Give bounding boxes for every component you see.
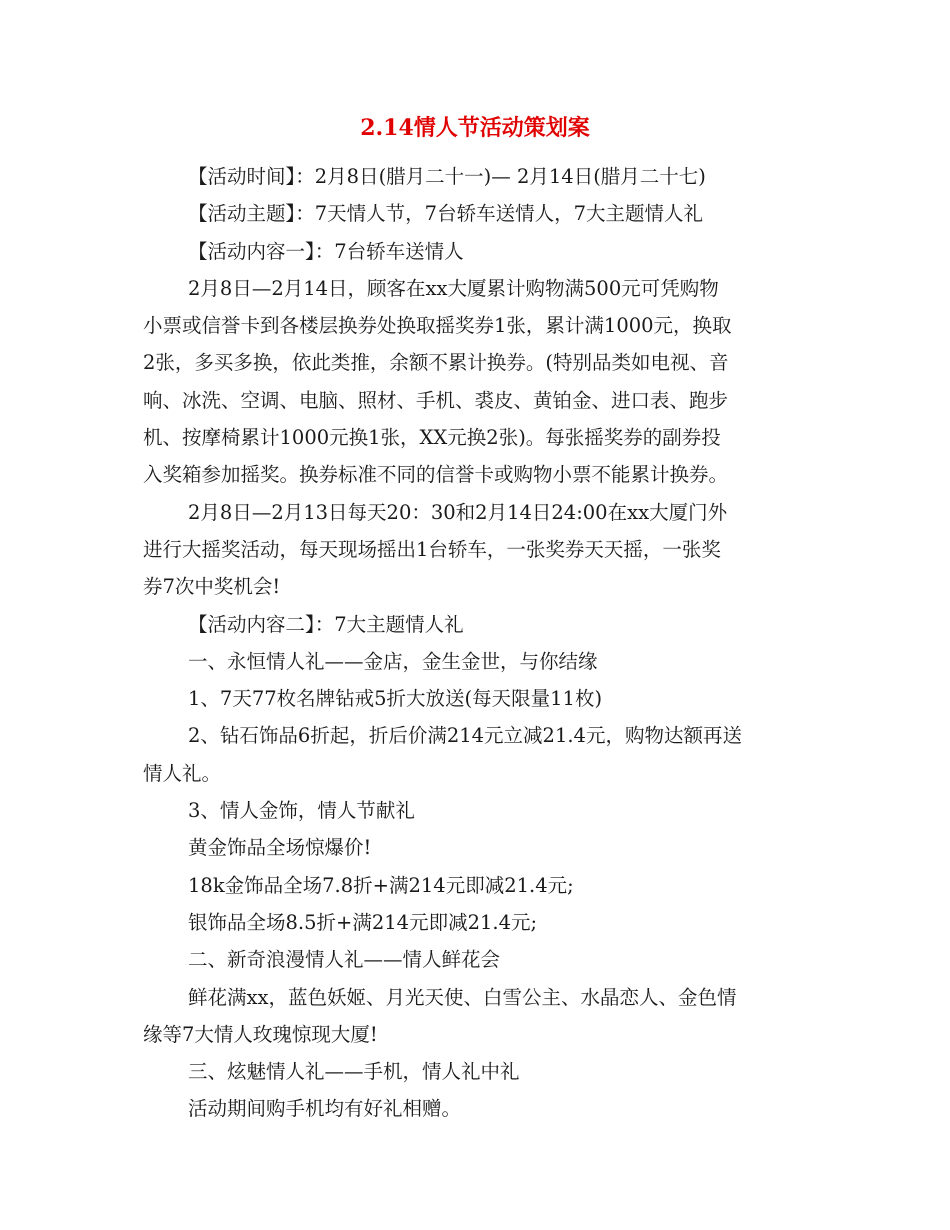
text-line: 【活动内容一】：7台轿车送情人 (188, 239, 464, 263)
text-line: 2张，多买多换，依此类推，余额不累计换券。(特别品类如电视、音 (143, 351, 729, 375)
text-line: 券7次中奖机会! (143, 575, 281, 599)
text-line: 18k金饰品全场7.8折+满214元即减21.4元; (188, 873, 574, 897)
text-line: 机、按摩椅累计1000元换1张，XX元换2张)。每张摇奖券的副券投 (143, 426, 721, 450)
text-line: 三、炫魅情人礼——手机，情人礼中礼 (188, 1060, 520, 1084)
text-line: 活动期间购手机均有好礼相赠。 (188, 1097, 462, 1121)
text-line: 缘等7大情人玫瑰惊现大厦! (143, 1022, 378, 1046)
text-line: 进行大摇奖活动，每天现场摇出1台轿车，一张奖券天天摇，一张奖 (143, 537, 721, 561)
text-line: 3、情人金饰，情人节献礼 (188, 799, 415, 823)
text-line: 【活动时间】：2月8日(腊月二十一)— 2月14日(腊月二十七) (188, 165, 706, 188)
text-line: 响、冰洗、空调、电脑、照材、手机、裘皮、黄铂金、进口表、跑步 (143, 388, 729, 412)
text-line: 小票或信誉卡到各楼层换券处换取摇奖券1张，累计满1000元，换取 (143, 314, 732, 338)
text-line: 2月8日—2月13日每天20：30和2月14日24:00在xx大厦门外 (188, 500, 728, 524)
text-line: 黄金饰品全场惊爆价! (188, 836, 372, 860)
document-title: 2.14情人节活动策划案 (360, 115, 590, 141)
text-line: 鲜花满xx，蓝色妖姬、月光天使、白雪公主、水晶恋人、金色情 (188, 985, 737, 1009)
text-line: 情人礼。 (143, 761, 222, 785)
text-line: 2、钻石饰品6折起，折后价满214元立减21.4元，购物达额再送 (188, 724, 742, 748)
text-line: 入奖箱参加摇奖。换券标准不同的信誉卡或购物小票不能累计换券。 (143, 463, 729, 487)
text-line: 银饰品全场8.5折+满214元即减21.4元; (188, 910, 538, 934)
text-line: 【活动主题】：7天情人节，7台轿车送情人，7大主题情人礼 (188, 202, 703, 226)
document-body (143, 158, 815, 1128)
text-line: 2月8日—2月14日，顾客在xx大厦累计购物满500元可凭购物 (188, 276, 719, 300)
text-line: 1、7天77枚名牌钻戒5折大放送(每天限量11枚) (188, 687, 603, 711)
text-line: 二、新奇浪漫情人礼——情人鲜花会 (188, 948, 501, 972)
text-line: 【活动内容二】：7大主题情人礼 (188, 612, 464, 636)
text-line: 一、永恒情人礼——金店，金生金世，与你结缘 (188, 649, 598, 673)
